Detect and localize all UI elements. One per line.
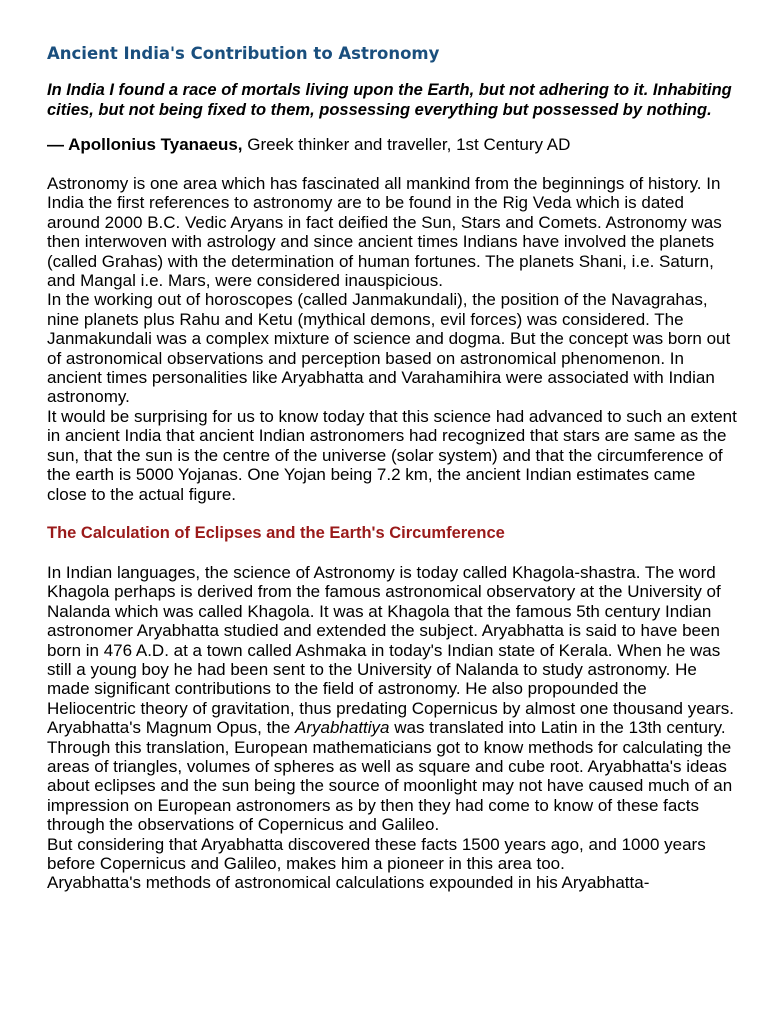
section-paragraph: But considering that Aryabhatta discovered these facts 1500 years ago, and 1000 years before Copernicus and Galileo, makes him a pioneer in this area too. — [47, 834, 706, 873]
paragraph-text: was translated into Latin in the 13th century. Through this translation, European mathematicians got to know methods for calculating the areas of triangles, volumes of spheres as well as square and cube root. Aryabhatta's ideas about eclipses and the sun being the source of moonlight may not have caused much of an impression on European astronomers as by then they had come to know of these facts through the observations of Copernicus and Galileo. — [47, 718, 733, 835]
quote-attribution — [47, 135, 737, 155]
book-title: Aryabhattiya — [295, 718, 390, 738]
intro-paragraph: It would be surprising for us to know today that this science had advanced to such an extent in ancient India that ancient Indian astronomers had recognized that stars are same as the sun, that the sun is the centre of the universe (solar system) and that the circumference of the earth is 5000 Yojanas. One Yojan being 7.2 km, the ancient Indian estimates came close to the actual figure. — [47, 406, 737, 504]
opening-quote: In India I found a race of mortals living upon the Earth, but not adhering to it. Inhabiting cities, but not being fixed to them, possessing everything but possessed by nothing. — [47, 81, 732, 119]
section-paragraph — [47, 718, 737, 834]
section-paragraph: In Indian languages, the science of Astronomy is today called Khagola-shastra. The word Khagola perhaps is derived from the famous astronomical observatory at the University of Nalanda which was called Khagola. It was at Khagola that the famous 5th century Indian astronomer Aryabhatta studied and extended the subject. Aryabhatta is said to have been born in 476 A.D. at a town called Ashmaka in today's Indian state of Kerala. When he was still a young boy he had been sent to the University of Nalanda to study astronomy. He made significant contributions to the field of astronomy. He also propounded the Heliocentric theory of gravitation, thus predating Copernicus by almost one thousand years. — [47, 562, 734, 718]
intro-paragraph: In the working out of horoscopes (called Janmakundali), the position of the Navagrahas, nine planets plus Rahu and Ketu (mythical demons, evil forces) was considered. The Janmakundali was a complex mixture of science and dogma. But the concept was born out of astronomical observations and perception based on astronomical phenomenon. In ancient times personalities like Aryabhatta and Varahamihira were associated with Indian astronomy. — [47, 290, 731, 407]
quote-author-detail: Greek thinker and traveller, 1st Century AD — [242, 135, 571, 154]
paragraph-text: Aryabhatta's Magnum Opus, the — [47, 718, 295, 738]
intro-body — [47, 174, 737, 504]
document-page — [47, 41, 737, 893]
section-body — [47, 563, 737, 893]
quote-author: — Apollonius Tyanaeus, — [47, 135, 243, 154]
document-title: Ancient India's Contribution to Astronomy — [47, 44, 440, 63]
section-paragraph: Aryabhatta's methods of astronomical calculations expounded in his Aryabhatta- — [47, 873, 650, 893]
intro-paragraph: Astronomy is one area which has fascinated all mankind from the beginnings of history. In India the first references to astronomy are to be found in the Rig Veda which is dated around 2000 B.C. Vedic Aryans in fact deified the Sun, Stars and Comets. Astronomy was then interwoven with astrology and since ancient times Indians have involved the planets (called Grahas) with the determination of human fortunes. The planets Shani, i.e. Saturn, and Mangal i.e. Mars, were considered inauspicious. — [47, 174, 722, 291]
section-heading: The Calculation of Eclipses and the Earth's Circumference — [47, 523, 505, 542]
